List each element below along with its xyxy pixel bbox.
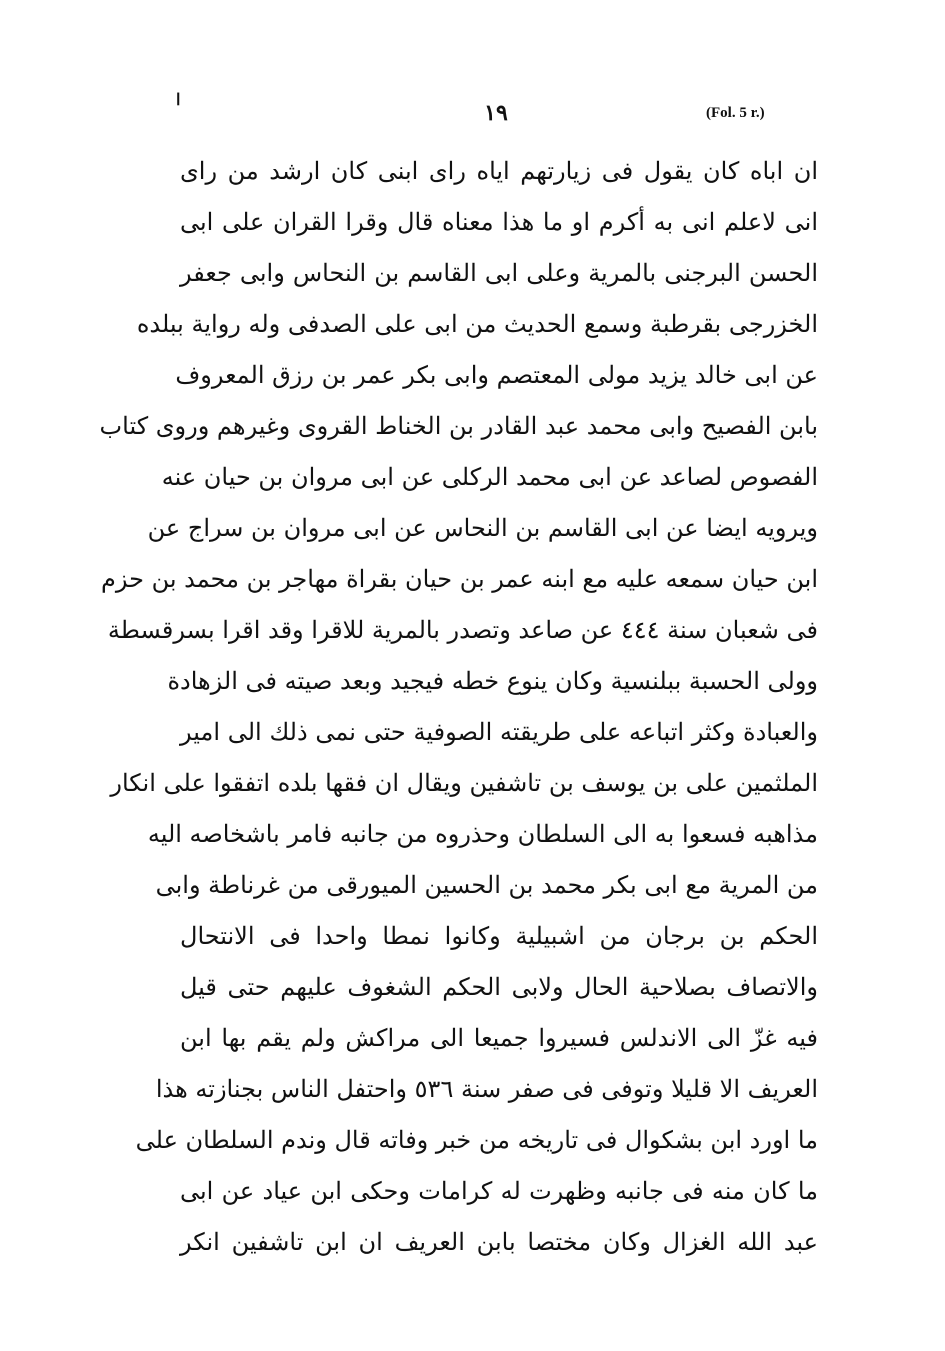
text-line: عن ابى خالد يزيد مولى المعتصم وابى بكر عمر بن رزق المعروف — [175, 361, 818, 389]
text-line: من المرية مع ابى بكر محمد بن الحسين الميورقى من غرناطة وابى — [155, 871, 818, 899]
page-number: ١٩ — [484, 100, 508, 126]
text-line: فى شعبان سنة ٤٤٤ عن صاعد وتصدر بالمرية للاقرا وقد اقرا بسرقسطة — [107, 616, 818, 644]
text-line: الملثمين على بن يوسف بن تاشفين ويقال ان فقها بلده اتفقوا على انكار — [110, 769, 818, 797]
text-line: الخزرجى بقرطبة وسمع الحديث من ابى على الصدفى وله رواية ببلده — [136, 310, 818, 338]
text-line: والاتصاف بصلاحية الحال ولابى الحكم الشغوف عليهم حتى قيل — [180, 973, 818, 1001]
text-line: والعبادة وكثر اتباعه على طريقته الصوفية حتى نمى ذلك الى امير — [180, 718, 818, 746]
text-line: فيه غزّ الى الاندلس فسيروا جميعا الى مراكش ولم يقم بها ابن — [180, 1024, 818, 1052]
text-line: وولى الحسبة ببلنسية وكان ينوع خطه فيجيد وبعد صيته فى الزهادة — [167, 667, 818, 695]
text-line: الحسن البرجنى بالمرية وعلى ابى القاسم بن النحاس وابى جعفر — [180, 259, 818, 287]
folio-reference: (Fol. 5 r.) — [706, 105, 765, 121]
text-line: ان اباه كان يقول فى زيارتهم اياه راى ابنى كان ارشد من راى — [180, 157, 818, 185]
text-line: العريف الا قليلا وتوفى فى صفر سنة ٥٣٦ واحتفل الناس بجنازته هذا — [155, 1075, 818, 1103]
text-line: بابن الفصيح وابى محمد عبد القادر بن الخناط القروى وغيرهم وروى كتاب — [99, 412, 818, 440]
text-line: ما اورد ابن بشكوال فى تاريخه من خبر وفاته قال وندم السلطان على — [135, 1126, 818, 1154]
text-line: مذاهبه فسعوا به الى السلطان وحذروه من جانبه فامر باشخاصه اليه — [147, 820, 818, 848]
arabic-body-text — [99, 146, 818, 1268]
text-line: الحكم بن برجان من اشبيلية وكانوا نمطا واحدا فى الانتحال — [180, 922, 818, 950]
text-line: عبد الله الغزال وكان مختصا بابن العريف ان ابن تاشفين انكر — [180, 1228, 818, 1256]
text-line: ابن حيان سمعه عليه مع ابنه عمر بن حيان بقراة مهاجر بن محمد بن حزم — [101, 565, 818, 593]
text-line: انى لاعلم انى به أكرم او ما هذا معناه قال وقرا القران على ابى — [180, 208, 818, 236]
text-line: ويرويه ايضا عن ابى القاسم بن النحاس عن ابى مروان بن سراج عن — [147, 514, 818, 542]
text-line: ما كان منه فى جانبه وظهرت له كرامات وحكى ابن عياد عن ابى — [180, 1177, 818, 1205]
text-line: الفصوص لصاعد عن ابى محمد الركلى عن ابى مروان بن حيان عنه — [161, 463, 818, 491]
margin-mark: ا — [176, 90, 181, 109]
